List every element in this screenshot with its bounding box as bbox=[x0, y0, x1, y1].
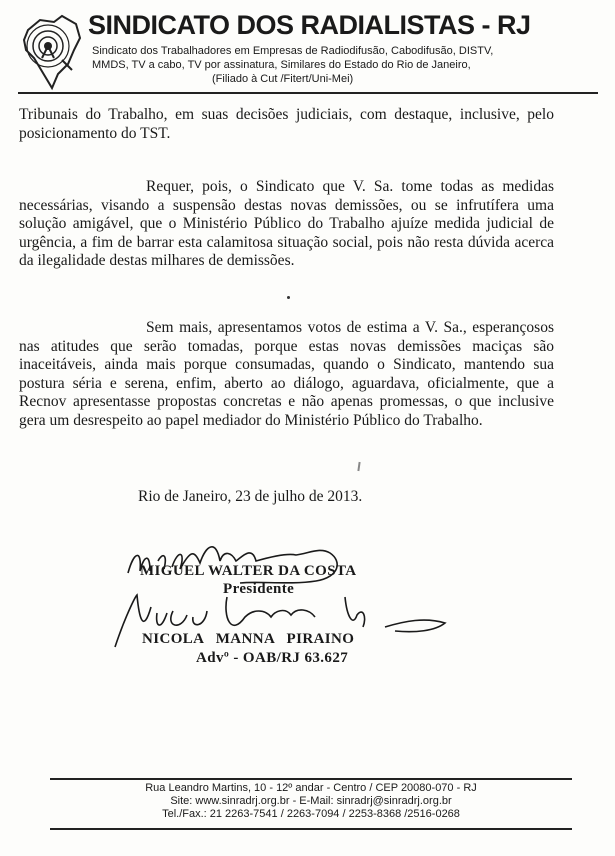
union-subtitle bbox=[92, 44, 612, 86]
paragraph-2-text: Requer, pois, o Sindicato que V. Sa. tome todas as medidas necessárias, visando a suspensão destas novas demissões, ou se infrutífera uma solução amigável, que o Ministério Público do Trabalho ajuíze medida judicial de urgência, a fim de barrar esta calamitosa situação social, pois não resta dúvida acerca da ilegalidade destas milhares de demissões. bbox=[19, 178, 554, 270]
paragraph-3 bbox=[19, 319, 554, 431]
ink-mark bbox=[357, 462, 360, 471]
letterhead bbox=[0, 0, 615, 100]
footer-address: Rua Leandro Martins, 10 - 12º andar - Centro / CEP 20080-070 - RJ bbox=[145, 782, 477, 794]
subtitle-line: Sindicato dos Trabalhadores em Empresas de Radiodifusão, Cabodifusão, DISTV, bbox=[92, 45, 494, 57]
union-name: SINDICATO DOS RADIALISTAS - RJ bbox=[88, 10, 531, 40]
signer-role: Presidente bbox=[223, 581, 295, 597]
ink-dot bbox=[287, 296, 290, 299]
signer-role: Advº - OAB/RJ 63.627 bbox=[196, 650, 349, 666]
paragraph-1: Tribunais do Trabalho, em suas decisões judiciais, com destaque, inclusive, pelo posicionamento do TST. bbox=[19, 106, 554, 142]
footer-contact: Site: www.sinradrj.org.br - E-Mail: sinradrj@sinradrj.org.br bbox=[170, 795, 452, 807]
signer-name: MIGUEL WALTER DA COSTA bbox=[140, 563, 357, 579]
subtitle-line: (Filiado à Cut /Fitert/Uni-Mei) bbox=[212, 73, 354, 85]
signature-block bbox=[0, 525, 615, 675]
footer-divider-top bbox=[50, 778, 572, 780]
date-line: Rio de Janeiro, 23 de julho de 2013. bbox=[138, 488, 363, 505]
signer-name: NICOLA MANNA PIRAINO bbox=[142, 631, 355, 647]
subtitle-line: MMDS, TV a cabo, TV por assinatura, Similares do Estado do Rio de Janeiro, bbox=[92, 59, 471, 71]
footer bbox=[50, 782, 572, 821]
paragraph-2 bbox=[19, 178, 554, 271]
header-divider bbox=[18, 92, 598, 94]
footer-divider-bottom bbox=[50, 828, 572, 830]
footer-phones: Tel./Fax.: 21 2263-7541 / 2263-7094 / 2253-8368 /2516-0268 bbox=[162, 808, 460, 820]
brazil-map-radio-logo bbox=[18, 12, 88, 92]
paragraph-3-text: Sem mais, apresentamos votos de estima a V. Sa., esperançosos nas atitudes que serão tomadas, porque estas novas demissões maciças são inaceitáveis, ainda mais porque consumadas, quando o Sindicato, mantendo sua postura séria e serena, enfim, aberto ao diálogo, aguardava, oficialmente, que a Recnov apresentasse propostas concretas e não apenas promessas, o que inclusive gera um desrespeito ao papel mediador do Ministério Público do Trabalho. bbox=[19, 319, 554, 429]
